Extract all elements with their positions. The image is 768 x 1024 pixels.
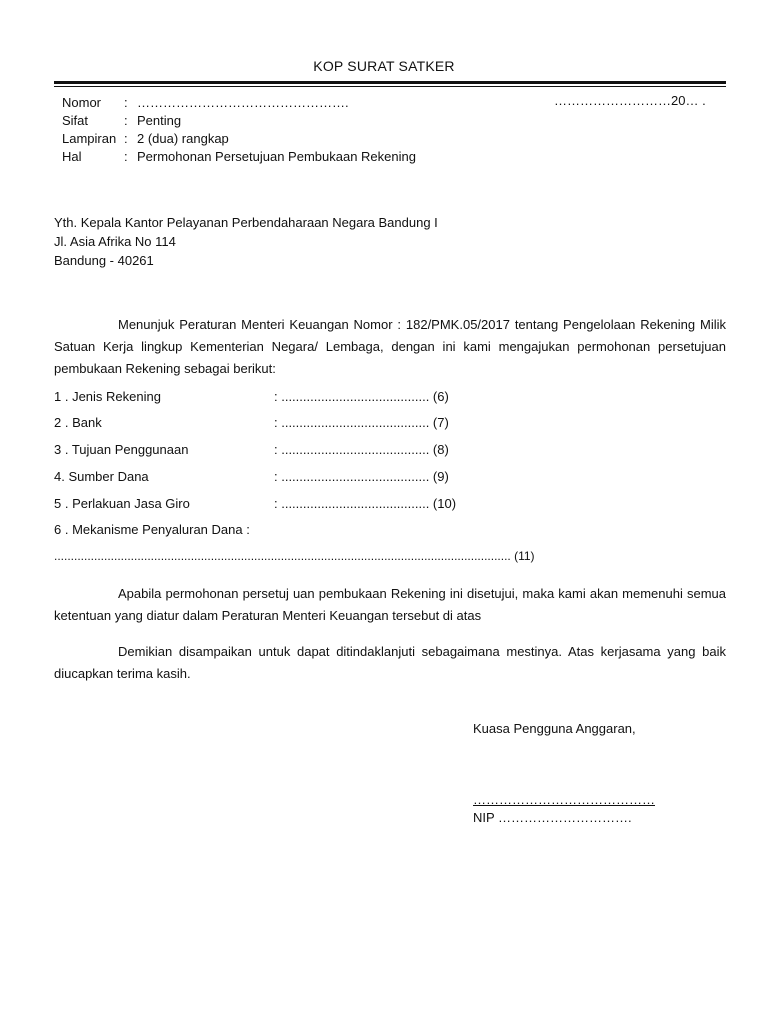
letterhead-title: KOP SURAT SATKER — [313, 58, 455, 74]
recipient-line-2: Jl. Asia Afrika No 114 — [54, 234, 176, 249]
letterhead-rule-thick — [54, 81, 726, 84]
item-label-tujuan-penggunaan: 3 . Tujuan Penggunaan — [54, 442, 189, 457]
signature-title: Kuasa Pengguna Anggaran, — [473, 721, 636, 736]
item-value-bank: : ......................................... (7) — [274, 415, 449, 430]
meta-label-sifat: Sifat — [62, 113, 89, 128]
item-label-perlakuan-jasa-giro: 5 . Perlakuan Jasa Giro — [54, 496, 190, 511]
meta-colon: : — [124, 131, 128, 146]
meta-label-hal: Hal — [62, 149, 82, 164]
paragraph-approval: Apabila permohonan persetuj uan pembukaan Rekening ini disetujui, maka kami akan memenuhi semua ketentuan yang diatur dalam Peraturan Menteri Keuangan tersebut di atas — [54, 586, 726, 623]
meta-value-lampiran: 2 (dua) rangkap — [137, 131, 229, 146]
paragraph-opening: Menunjuk Peraturan Menteri Keuangan Nomor : 182/PMK.05/2017 tentang Pengelolaan Rekening Milik Satuan Kerja lingkup Kementerian Negara/ Lembaga, dengan ini kami mengajukan permohonan persetujuan pembukaan Rekening sebagai berikut: — [54, 317, 726, 376]
item-label-sumber-dana: 4. Sumber Dana — [54, 469, 149, 484]
recipient-line-1: Yth. Kepala Kantor Pelayanan Perbendaharaan Negara Bandung I — [54, 215, 438, 230]
item-value-jenis-rekening: : ......................................... (6) — [274, 389, 449, 404]
recipient-line-3: Bandung - 40261 — [54, 253, 154, 268]
item-value-tujuan-penggunaan: : ......................................... (8) — [274, 442, 449, 457]
item-label-jenis-rekening: 1 . Jenis Rekening — [54, 389, 161, 404]
item-value-perlakuan-jasa-giro: : ......................................... (10) — [274, 496, 457, 511]
meta-colon: : — [124, 149, 128, 164]
meta-colon: : — [124, 95, 128, 110]
item-value-sumber-dana: : ......................................... (9) — [274, 469, 449, 484]
meta-value-hal: Permohonan Persetujuan Pembukaan Rekening — [137, 149, 416, 164]
meta-colon: : — [124, 113, 128, 128]
letterhead-rule-thin — [54, 86, 726, 87]
item-label-bank: 2 . Bank — [54, 415, 102, 430]
meta-label-nomor: Nomor — [62, 95, 102, 110]
letter-date: ………………………20… . — [554, 93, 706, 108]
signature-name-line: …………………………………… — [473, 792, 655, 807]
item-value-mekanisme-penyaluran: ......................................................................................................................................... (11) — [54, 549, 535, 563]
paragraph-closing: Demikian disampaikan untuk dapat ditindaklanjuti sebagaimana mestinya. Atas kerjasama yang baik diucapkan terima kasih. — [54, 644, 726, 681]
item-label-mekanisme-penyaluran: 6 . Mekanisme Penyaluran Dana : — [54, 522, 250, 537]
meta-value-sifat: Penting — [137, 113, 182, 128]
meta-value-nomor: …………………………………………. — [137, 95, 349, 110]
signature-nip: NIP …………………………. — [473, 810, 632, 825]
meta-label-lampiran: Lampiran — [62, 131, 117, 146]
